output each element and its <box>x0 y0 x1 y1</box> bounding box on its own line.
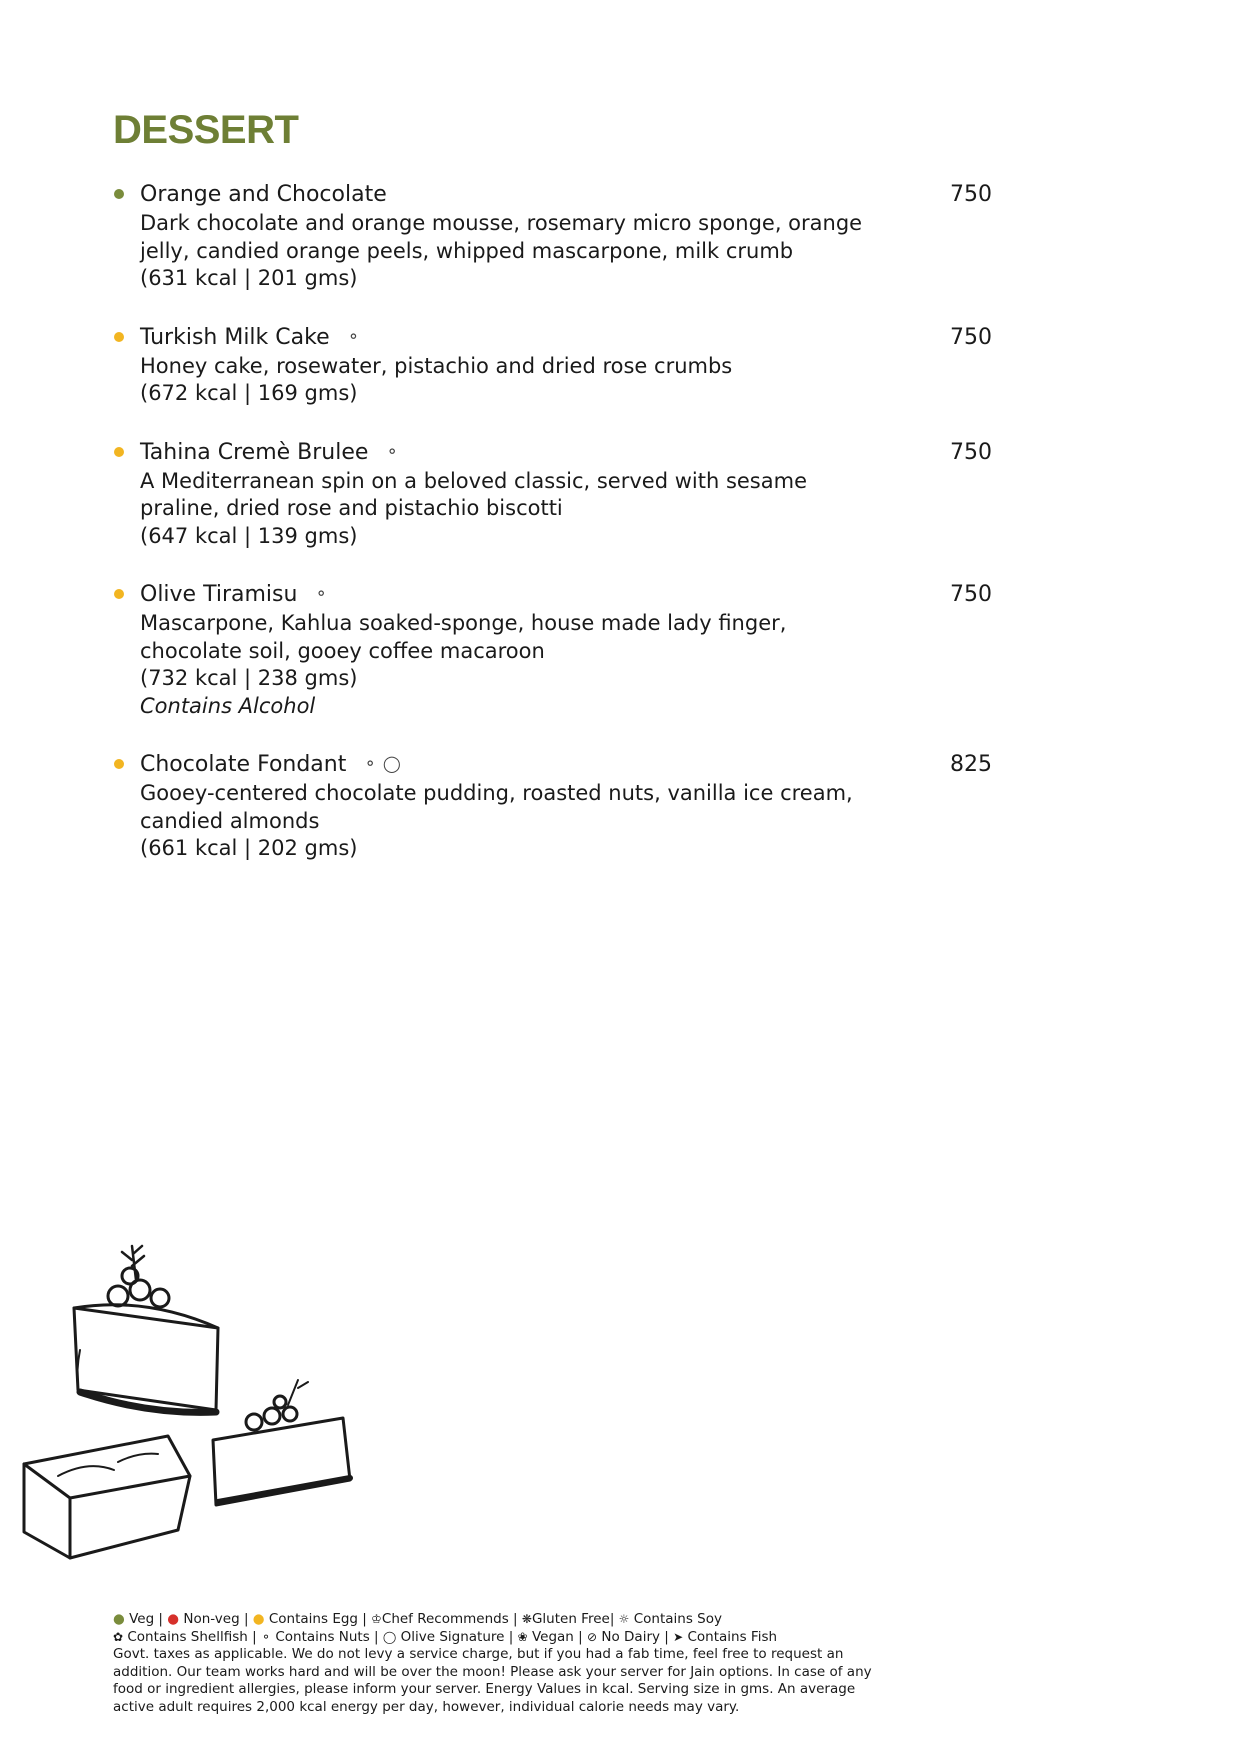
item-name: Chocolate Fondant <box>140 752 347 777</box>
legend-nonveg: Non-veg <box>183 1611 240 1627</box>
fish-icon: ➤ <box>673 1629 684 1644</box>
menu-item <box>112 750 992 863</box>
legend-nuts: Contains Nuts <box>275 1628 370 1645</box>
egg-dot-icon: ● <box>252 1611 265 1627</box>
nuts-icon: ⚬ <box>314 584 328 603</box>
disclaimer-text: Govt. taxes as applicable. We do not levy a service charge, but if you had a fab time, feel free to request an addition. Our team works hard and will be over the moon! Please ask your server for Jain options. In case of any food or ingredient allergies, please inform your server. Energy Values in kcal. Serving size in gms. An average active adult requires 2,000 kcal energy per day, however, individual calorie needs may vary. <box>113 1646 872 1715</box>
veg-dot-icon: ● <box>113 1611 125 1627</box>
item-icons <box>363 754 406 773</box>
item-price: 750 <box>950 324 992 350</box>
item-price: 750 <box>950 182 992 207</box>
menu-item <box>112 580 992 720</box>
legend-gluten: Gluten Free <box>531 1611 610 1627</box>
item-note: Contains Alcohol <box>140 693 316 718</box>
nuts-icon: ⚬ <box>385 441 399 461</box>
gluten-free-icon: ❋ <box>521 1612 532 1626</box>
item-name: Tahina Cremè Brulee <box>140 439 369 465</box>
menu-item <box>112 438 992 551</box>
soy-icon: ☼ <box>618 1612 630 1626</box>
pie-slice <box>24 1436 190 1558</box>
legend-veg: Veg <box>129 1611 155 1627</box>
item-nutrition: (631 kcal | 201 gms) <box>140 266 358 290</box>
item-icons <box>347 327 366 346</box>
item-nutrition: (647 kcal | 139 gms) <box>140 523 358 548</box>
vegan-leaf-icon: ❀ <box>517 1629 528 1644</box>
chef-hat-icon: ♔ <box>371 1612 382 1626</box>
nonveg-dot-icon: ● <box>167 1611 180 1627</box>
legend-vegan: Vegan <box>531 1628 574 1645</box>
olive-signature-icon: ◯ <box>382 754 401 773</box>
item-icons <box>315 584 334 603</box>
egg-dot <box>114 589 124 599</box>
item-header <box>140 323 992 353</box>
nuts-icon: ⚬ <box>346 326 361 346</box>
legend-line-1: ● Veg | ● Non-veg | ● Contains Egg | ♔Chef Recommends | ❋Gluten Free| ☼ Contains Soy <box>113 1611 722 1627</box>
item-name: Turkish Milk Cake <box>140 324 330 350</box>
item-description: Honey cake, rosewater, pistachio and dried rose crumbs <box>140 353 733 378</box>
item-description: A Mediterranean spin on a beloved classic, served with sesame praline, dried rose and pistachio biscotti <box>140 468 807 520</box>
item-nutrition: (661 kcal | 202 gms) <box>140 836 358 860</box>
no-dairy-icon: ⊘ <box>587 1629 598 1644</box>
legend-dairy: No Dairy <box>601 1628 660 1645</box>
cake-slices-illustration <box>18 1240 398 1560</box>
berry-cake-slice <box>213 1380 350 1505</box>
legend-shellfish: Contains Shellfish <box>127 1628 248 1645</box>
item-description: Mascarpone, Kahlua soaked-sponge, house made lady finger, chocolate soil, gooey coffee macaroon <box>140 611 787 663</box>
item-description: Dark chocolate and orange mousse, rosemary micro sponge, orange jelly, candied orange peels, whipped mascarpone, milk crumb <box>140 211 863 263</box>
olive-signature-icon: ◯ <box>382 1629 397 1644</box>
egg-dot <box>114 332 124 342</box>
legend-chef: Chef Recommends <box>381 1611 509 1627</box>
item-icons <box>386 442 405 461</box>
item-header <box>140 580 992 610</box>
item-price: 750 <box>950 439 992 465</box>
menu-item <box>112 180 992 293</box>
item-nutrition: (732 kcal | 238 gms) <box>140 666 358 690</box>
item-name: Orange and Chocolate <box>140 182 387 207</box>
egg-dot <box>114 447 124 457</box>
veg-dot <box>114 189 124 199</box>
legend-footer <box>113 1611 873 1716</box>
item-header <box>140 438 992 468</box>
page-title: DESSERT <box>113 108 299 152</box>
legend-egg: Contains Egg <box>268 1611 358 1627</box>
legend-soy: Contains Soy <box>633 1611 722 1627</box>
item-header <box>140 750 992 780</box>
menu-item <box>112 323 992 408</box>
nuts-icon: ⚬ <box>260 1629 272 1644</box>
item-description: Gooey-centered chocolate pudding, roasted nuts, vanilla ice cream, candied almonds <box>140 781 853 833</box>
legend-signature: Olive Signature <box>400 1628 505 1645</box>
item-price: 825 <box>950 752 992 777</box>
item-price: 750 <box>950 582 992 607</box>
dessert-menu <box>112 180 992 893</box>
legend-fish: Contains Fish <box>687 1628 778 1645</box>
shellfish-icon: ✿ <box>113 1629 124 1644</box>
egg-dot <box>114 759 124 769</box>
item-header <box>140 180 992 210</box>
cheesecake-slice <box>74 1246 218 1412</box>
nuts-icon: ⚬ <box>363 754 377 773</box>
item-name: Olive Tiramisu <box>140 582 298 607</box>
legend-line-2: ✿ Contains Shellfish | ⚬ Contains Nuts | ◯ Olive Signature | ❀ Vegan | ⊘ No Dairy | ➤ Contains Fish <box>113 1628 778 1645</box>
item-nutrition: (672 kcal | 169 gms) <box>140 381 358 405</box>
